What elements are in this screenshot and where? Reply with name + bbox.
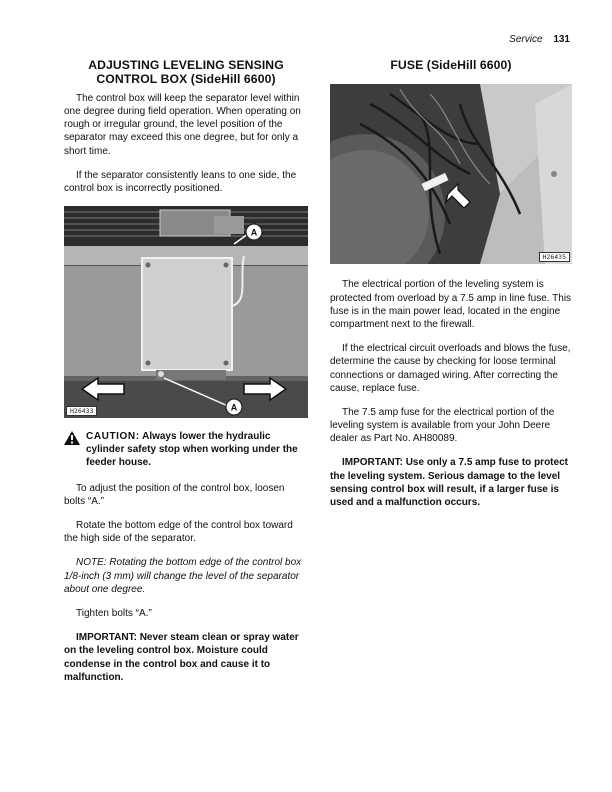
left-paragraph-3: To adjust the position of the control box, loosen bolts “A.” [64,482,285,507]
left-section-title: ADJUSTING LEVELING SENSING CONTROL BOX (SideHill 6600) [88,58,284,87]
caution-text: Always lower the hydraulic cylinder safety stop when working under the feeder house. [86,431,298,469]
right-important: IMPORTANT: Use only a 7.5 amp fuse to protect the leveling system. Serious damage to the level sensing control box will result, if a larger fuse is used and a malfunction occurs. [330,457,568,509]
right-photo-id: H26435 [539,252,570,263]
left-paragraph-2: If the separator consistently leans to one side, the control box is incorrectly positioned. [64,169,297,194]
right-section-title: FUSE (SideHill 6600) [390,58,512,72]
page-number: 131 [553,34,570,45]
caution-label: CAUTION: [86,431,140,443]
section-name: Service [509,34,543,45]
right-column [330,58,572,520]
left-paragraph-1: The control box will keep the separator level within one degree during field operation. When operating on rough or irregular ground, the level position of the separator may exceed this one degree, but for only a short time. [64,92,301,157]
right-paragraph-2: If the electrical circuit overloads and blows the fuse, determine the cause by checking for loose terminal connections or damaged wiring. After correcting the cause, replace fuse. [330,343,571,394]
left-paragraph-4: Rotate the bottom edge of the control box toward the high side of the separator. [64,520,293,545]
caution-block [64,430,308,470]
warning-triangle-icon [64,431,80,445]
page-header [509,34,570,45]
right-paragraph-1: The electrical portion of the leveling system is protected from overload by a 7.5 amp in line fuse. This fuse is in the main power lead, located in the engine compartment next to the firewall. [330,279,572,330]
control-box-photo [64,206,308,418]
right-paragraph-3: The 7.5 amp fuse for the electrical portion of the leveling system is available from your John Deere dealer as Part No. AH80089. [330,406,555,445]
left-photo-id: H26433 [66,406,97,417]
callout-a-top: A [250,227,258,238]
fuse-photo [330,84,572,264]
callout-a-bottom: A [230,402,238,413]
left-column [64,58,308,695]
left-important: IMPORTANT: Never steam clean or spray water on the leveling control box. Moisture could condense in the control box and cause it to malfunction. [64,632,299,683]
left-note: NOTE: Rotating the bottom edge of the control box 1/8-inch (3 mm) will change the level of the separator about one degree. [64,557,302,595]
left-paragraph-5: Tighten bolts “A.” [76,607,152,619]
